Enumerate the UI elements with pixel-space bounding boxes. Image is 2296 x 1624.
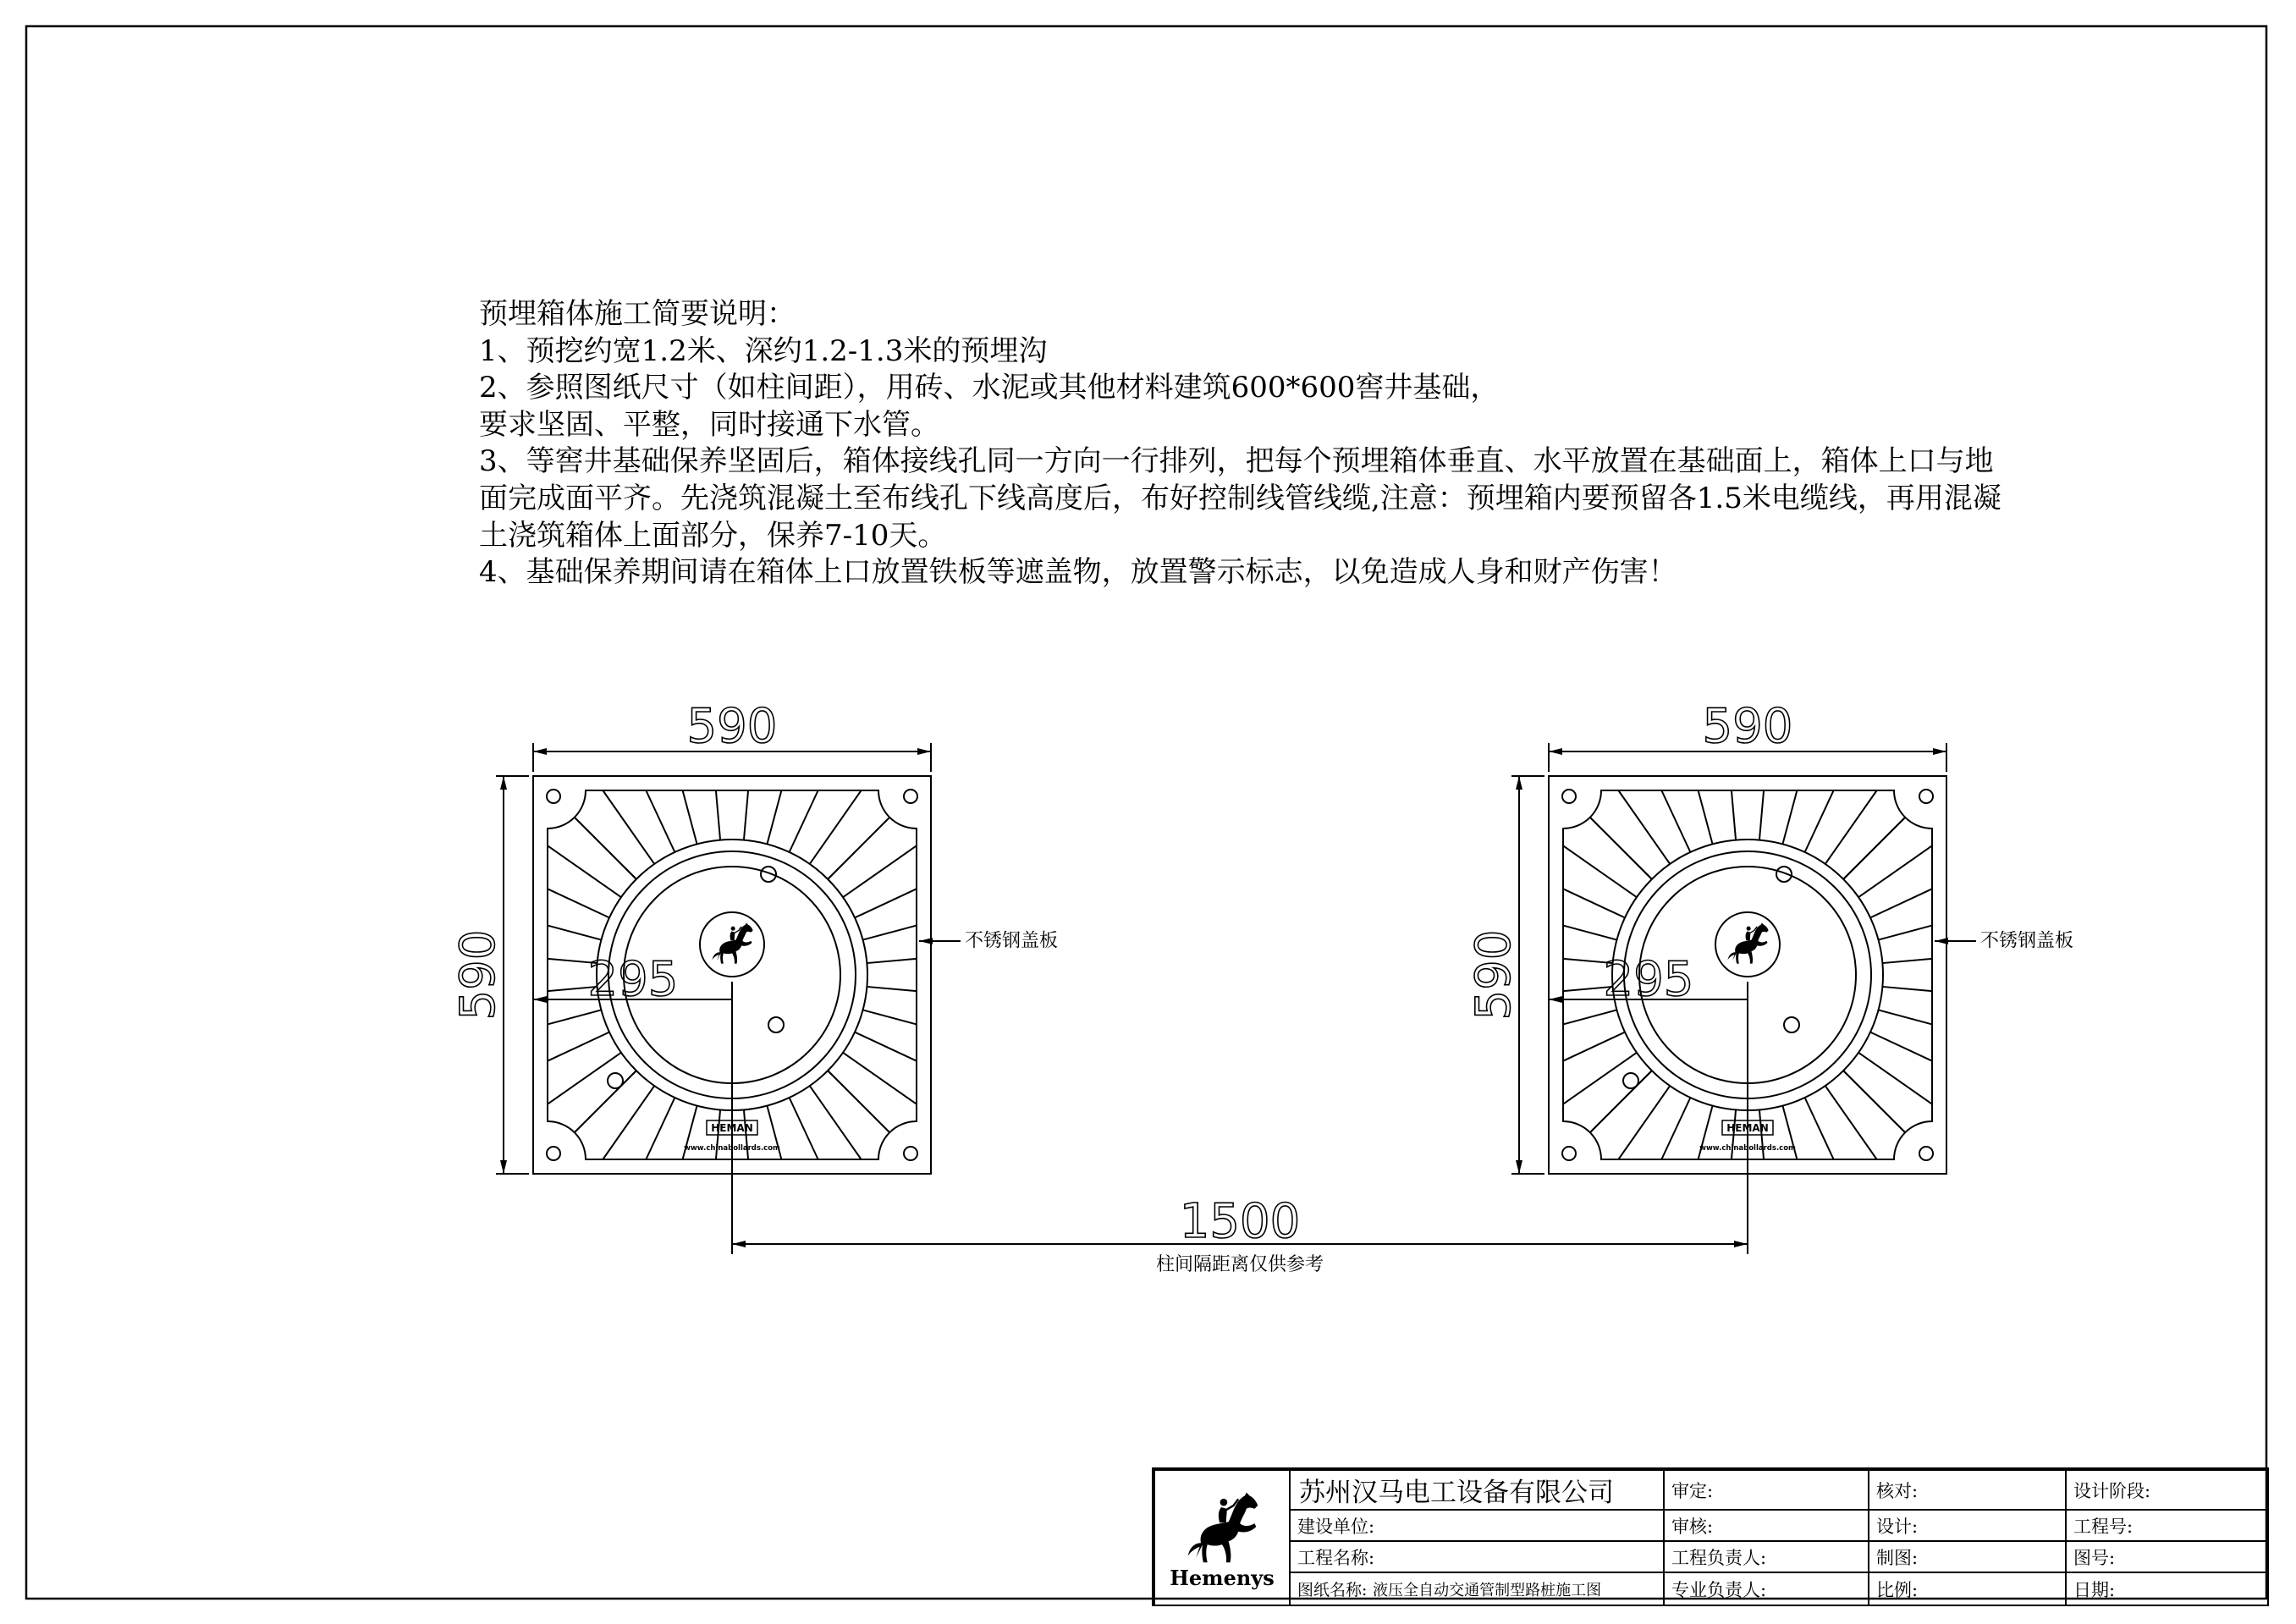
access-hole	[1623, 1073, 1638, 1088]
spoke-line	[1661, 1098, 1690, 1159]
corner-hole	[1562, 790, 1576, 803]
company-name: 苏州汉马电工设备有限公司	[1290, 1469, 1664, 1510]
spoke-line	[828, 1071, 889, 1132]
corner-hole	[904, 1147, 917, 1160]
spoke-line	[1843, 818, 1905, 879]
cover-plate-label: 不锈钢盖板	[965, 930, 1059, 952]
checked-field: 核对:	[1869, 1469, 2066, 1510]
spoke-line	[1843, 1071, 1905, 1132]
access-hole	[768, 1017, 784, 1032]
drawing-name-value: 液压全自动交通管制型路桩施工图	[1373, 1582, 1602, 1599]
drafted-field: 制图:	[1869, 1541, 2066, 1572]
spoke-line	[867, 987, 917, 991]
title-row	[1154, 1541, 2268, 1572]
corner-hole	[1919, 790, 1933, 803]
plate-logo	[700, 912, 764, 977]
corner-hole	[547, 1147, 560, 1160]
website-text: www.chinabollards.com	[1699, 1144, 1796, 1153]
notes-heading: 预埋箱体施工简要说明：	[479, 297, 796, 331]
spoke-line	[863, 1010, 917, 1024]
spoke-line	[548, 889, 609, 917]
spoke-line	[548, 1010, 601, 1024]
title-row	[1154, 1572, 2268, 1605]
height-dimension-label: 590	[1466, 929, 1522, 1021]
plate-logo	[1715, 912, 1780, 977]
corner-hole	[904, 790, 917, 803]
spoke-line	[855, 1032, 917, 1061]
spoke-line	[1563, 926, 1616, 940]
spoke-line	[1805, 1098, 1834, 1159]
build-unit-field: 建设单位:	[1290, 1510, 1664, 1541]
spoke-line	[1661, 790, 1690, 852]
spacing-dimension-label: 1500	[1179, 1194, 1301, 1249]
spoke-line	[828, 818, 889, 879]
spoke-line	[646, 790, 674, 852]
access-hole	[608, 1073, 623, 1088]
spoke-line	[1882, 959, 1932, 963]
logo-wordmark: Hemenys	[1170, 1566, 1275, 1590]
spoke-line	[1782, 790, 1797, 844]
note-line: 1、预挖约宽1.2米、深约1.2-1.3米的预埋沟	[479, 333, 1048, 368]
corner-hole	[1562, 1147, 1576, 1160]
spoke-line	[575, 1071, 636, 1132]
spoke-line	[744, 790, 748, 840]
designed-field: 设计:	[1869, 1510, 2066, 1541]
drawing-name-field	[1290, 1572, 1664, 1605]
company-logo	[1155, 1486, 1289, 1589]
drawing-name-label: 图纸名称:	[1297, 1581, 1368, 1599]
spoke-line	[646, 1098, 674, 1159]
spoke-line	[1563, 1032, 1625, 1061]
title-block	[1152, 1467, 2269, 1606]
spoke-line	[1590, 818, 1652, 879]
spoke-line	[1563, 889, 1625, 917]
project-lead-field: 工程负责人:	[1664, 1541, 1869, 1572]
spoke-line	[1879, 1010, 1932, 1024]
width-dimension-label: 590	[1702, 699, 1793, 754]
project-name-field: 工程名称:	[1290, 1541, 1664, 1572]
date-field: 日期:	[2066, 1572, 2268, 1605]
spoke-line	[790, 790, 818, 852]
spoke-line	[548, 926, 601, 940]
sheet-border	[26, 26, 2266, 1599]
spoke-line	[1870, 889, 1932, 917]
note-line: 面完成面平齐。先浇筑混凝土至布线孔下线高度后，布好控制线管线缆,注意：预埋箱内要预留各1.5米电缆线，再用混凝	[479, 481, 2001, 515]
brand-text: HEMAN	[1726, 1122, 1769, 1134]
note-line: 3、等窖井基础保养坚固后，箱体接线孔同一方向一行排列，把每个预埋箱体垂直、水平放置在基础面上，箱体上口与地	[479, 444, 1994, 479]
spoke-line	[1590, 1071, 1652, 1132]
spoke-line	[1699, 790, 1713, 844]
spacing-note: 柱间隔距离仅供参考	[1155, 1254, 1324, 1275]
specialty-lead-field: 专业负责人:	[1664, 1572, 1869, 1605]
offset-dimension-label: 295	[1603, 952, 1694, 1007]
project-no-field: 工程号:	[2066, 1510, 2268, 1541]
spoke-line	[1870, 1032, 1932, 1061]
title-row	[1154, 1469, 2268, 1510]
reviewed-field: 审核:	[1664, 1510, 1869, 1541]
scale-field: 比例:	[1869, 1572, 2066, 1605]
corner-hole	[1919, 1147, 1933, 1160]
note-line: 要求坚固、平整，同时接通下水管。	[479, 407, 939, 442]
spoke-line	[1805, 790, 1834, 852]
brand-text: HEMAN	[711, 1122, 753, 1134]
construction-notes	[479, 296, 2001, 592]
spoke-line	[1879, 926, 1932, 940]
spoke-line	[1759, 790, 1764, 840]
note-line: 土浇筑箱体上面部分，保养7-10天。	[479, 518, 947, 553]
note-line: 2、参照图纸尺寸（如柱间距），用砖、水泥或其他材料建筑600*600窖井基础，	[479, 371, 1500, 405]
spoke-line	[1882, 987, 1932, 991]
spoke-line	[683, 790, 697, 844]
spacing-dimension	[732, 1009, 1748, 1275]
cover-plate-label: 不锈钢盖板	[1980, 930, 2074, 952]
spoke-line	[863, 926, 917, 940]
height-dimension-label: 590	[450, 929, 506, 1021]
spoke-line	[1563, 1010, 1616, 1024]
spoke-line	[867, 959, 917, 963]
spoke-line	[548, 1032, 609, 1061]
design-stage-field: 设计阶段:	[2066, 1469, 2268, 1510]
approved-field: 审定:	[1664, 1469, 1869, 1510]
title-row	[1154, 1510, 2268, 1541]
spoke-line	[1732, 790, 1736, 840]
corner-hole	[547, 790, 560, 803]
spoke-line	[767, 790, 781, 844]
spoke-line	[790, 1098, 818, 1159]
access-hole	[1784, 1017, 1799, 1032]
spoke-line	[575, 818, 636, 879]
spoke-line	[716, 790, 720, 840]
spoke-line	[855, 889, 917, 917]
website-text: www.chinabollards.com	[684, 1144, 780, 1153]
company-logo-cell	[1154, 1469, 1290, 1605]
note-line: 4、基础保养期间请在箱体上口放置铁板等遮盖物，放置警示标志，以免造成人身和财产伤害！	[479, 555, 1677, 590]
horse-logo-icon	[1181, 1486, 1263, 1567]
offset-dimension-label: 295	[587, 952, 679, 1007]
drawing-no-field: 图号:	[2066, 1541, 2268, 1572]
width-dimension-label: 590	[686, 699, 778, 754]
